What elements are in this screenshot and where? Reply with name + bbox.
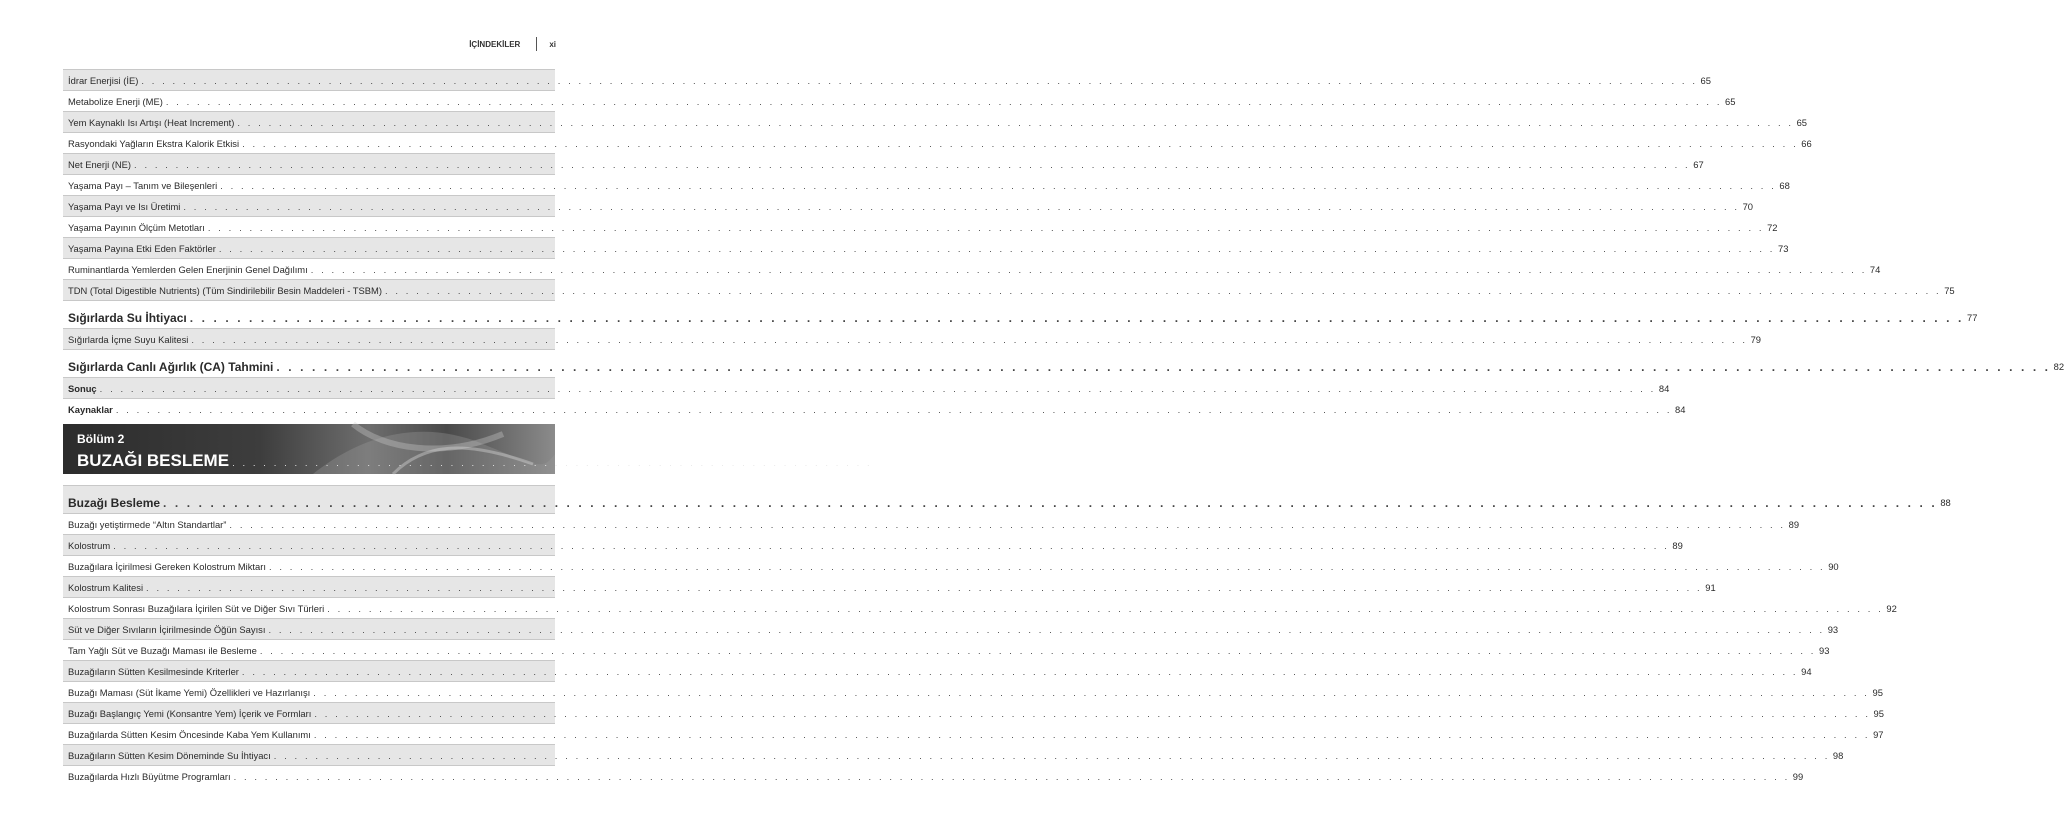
header-divider (536, 37, 537, 51)
toc-entry-label: Kolostrum Kalitesi (68, 582, 144, 593)
toc-entry-page: 90 (1828, 561, 1839, 572)
dot-leader: . . . . . . . . . . . . . . . . . . . . . . . . . . . . . . . . . . . . . . . . . . . . . . . . . . . . . . . . . . . . . . . . . . . . . . . . . . . . . . . . . . . . . . . . . . . . . . . . . . . . . . . . . . . . . . . . . . . . . . . . . . . . . . . . . . . . . . . . . . . . . . . . . . . . . . (220, 180, 1777, 191)
toc-entry-page: 88 (1940, 497, 1951, 508)
dot-leader: . . . . . . . . . . . . . . . . . . . . . . . . . . . . . . . . . . . . . . . . . . . . . . . . . . . . . . . . . . . . . . . . . . . . . . . . . . . . . . . . . . . . . . . . . . . . . . . . . . . . . . . . . . . . . . . . . . . . . . . . . . . . . . . . . . . . . . . . . . . . . . . . . . . . . . (314, 708, 1871, 719)
toc-entry-row[interactable] (63, 69, 1711, 90)
dot-leader: . . . . . . . . . . . . . . . . . . . . . . . . . . . . . . . . . . . . . . . . . . . . . . . . . . . . . . . . . . . . . . . . . . . . . . . . . . . . . . . . . . . . . . . . . . . . . . . . . . . . . . . . . . . . . . . . . . . . . . . . . . . . . . . . . . . . . . . . . . . . . . . . . . . . . . (218, 243, 1776, 254)
toc-entry-row[interactable] (63, 597, 1897, 618)
chapter-title-row (77, 451, 886, 471)
toc-entry-page: 68 (1779, 180, 1790, 191)
toc-entry-page: 92 (1886, 603, 1897, 614)
toc-entry-page: 65 (1700, 75, 1711, 86)
toc-entry-row[interactable] (63, 398, 1686, 419)
dot-leader: . . . . . . . . . . . . . . . . . . . . . . . . . . . . . . . . . . . . . . . . . . . . . . . . . . . . . . . . . . . . . . . . . . . . . . . . . . . . . . . . . . . . . . . . . . . . . . . . . . . . . . . . . . . . . . . . . . . . . . . . . . . . . . . . . . . . . . . . . . . . . . . . . . . . . . (242, 138, 1799, 149)
toc-entry-label: Buzağı Başlangıç Yemi (Konsantre Yem) İçerik ve Formları (68, 708, 312, 719)
toc-entry-page: 67 (1693, 159, 1704, 170)
dot-leader: . . . . . . . . . . . . . . . . . . . . . . . . . . . . . . . . . . . . . . . . . . . . . . . . . . . . . . . . . . . . . . . . . . . . . . . . . . . . . . . . . . . . . . . . . . . . . . . . . . . . . . . . . . . . . . . . . . . . . . . . . . . . . . . . . . . . . . . . . . . . . . . . . . . . . . (146, 582, 1703, 593)
toc-section-row[interactable] (63, 349, 2064, 377)
dot-leader: . . . . . . . . . . . . . . . . . . . . . . . . . . . . . . . . . . . . . . . . . . . . . . . . . . . . . . . . . . . . . . . . . . . . . . . . . . . . . . . . . . . . . . . . . . . . . . . . . . . . . . . . . . . . . . . . . . . . . . . . . . . . . . . . . . . . . . . . . . . . . . . . . . . . . . (313, 687, 1870, 698)
toc-entry-page: 65 (1796, 117, 1808, 128)
toc-entry-label: Tam Yağlı Süt ve Buzağı Maması ile Besleme (68, 645, 257, 656)
dot-leader: . . . . . . . . . . . . . . . . . . . . . . . . . . . . . . . . . . . . . . . . . . . . . . . . . . . . . . . . . . . . . . . . . . . . . . . . . . . . . . . . . . . . . . . . . . . . . . . . . . . . . . . . . . . . . . . . . . . . . . . . . . . . . . . . . . . . . . . . . . . . . . . . . . . . . . (113, 540, 1670, 551)
toc-entry-page: 93 (1827, 624, 1839, 635)
toc-entry-row[interactable] (63, 639, 1830, 660)
toc-section-row[interactable] (63, 300, 1978, 328)
toc-entry-label: Buzağılarda Sütten Kesim Öncesinde Kaba Yem Kullanımı (68, 729, 311, 740)
dot-leader: . . . . . . . . . . . . . . . . . . . . . . . . . . . . . . . . . . . . . . . . . . . . . . . . . . . . . . . . . . . . . . . . . . . . . . . . . . . . . . . . . . . . . . . . . . . . . . . . . . . . . . . . . . . . . . . . . . . . . . . . . . . . . . . . . . . . . . . . . . . . . . . . . . . . . . (237, 117, 1794, 128)
toc-entry-row[interactable] (63, 237, 1789, 258)
toc-entry-page: 91 (1705, 582, 1716, 593)
toc-entry-page: 97 (1873, 729, 1884, 740)
dot-leader: . . . . . . . . . . . . . . . . . . . . . . . . . . . . . . . . . . . . . . . . . . . . . . . . . . . . . . . . . . . . . . . . . . . . . . . . . . . . . . . . . . . . . . . . . . . . . . . . . . . . . . . . . . . . . . . . . . . . . . . . . . . . . . . . . . . . . . . . . . . . . . . . . . . . . . (313, 729, 1871, 740)
toc-entry-label: Yaşama Payı ve Isı Üretimi (68, 201, 181, 212)
toc-entry-page: 73 (1778, 243, 1789, 254)
toc-entry-row[interactable] (63, 328, 1762, 349)
toc-entry-row[interactable] (63, 279, 1955, 300)
toc-entry-label: Kolostrum (68, 540, 111, 551)
toc-entry-label: Sonuç (68, 383, 97, 394)
toc-entry-label: Buzağıların Sütten Kesilmesinde Kriterler (68, 666, 239, 677)
toc-list-bottom (63, 485, 1951, 786)
toc-entry-label: İdrar Enerjisi (İE) (68, 75, 139, 86)
toc-entry-page: 89 (1672, 540, 1683, 551)
toc-entry-row[interactable] (63, 174, 1790, 195)
toc-entry-label: Yaşama Payı – Tanım ve Bileşenleri (68, 180, 218, 191)
toc-entry-row[interactable] (63, 377, 1670, 398)
dot-leader: . . . . . . . . . . . . . . . . . . . . . . . . . . . . . . . . . . . . . . . . . . . . . . . . . . . . . . . . . . . . . . . . . . . . . . . . . . . . . . . . . . . . . . . . . . . . . . . . . . . . . . . . . . . . . . . . . . . . . . . . . . . . . . . . . . . . . . . . . . . . . . . . . . . . . . (241, 666, 1799, 677)
toc-entry-row[interactable] (63, 258, 1881, 279)
dot-leader: . . . . . . . . . . . . . . . . . . . . . . . . . . . . . . . . . . . . . . . . . . . . . . . . . . . . . . . . . . . . . . . . . . . . . . . . . . . . . . . . . . . . . . . . . . . . . . . . . . . . . . . . . . . . . . . . . . . . . . . . . . . . . . . . . . . . . . . . . . . . . . . . . . . . . . (191, 334, 1748, 345)
toc-entry-label: Buzağı yetiştirmede “Altın Standartlar” (68, 519, 227, 530)
toc-entry-row[interactable] (63, 111, 1808, 132)
toc-entry-page: 89 (1788, 519, 1800, 530)
toc-entry-row[interactable] (63, 195, 1753, 216)
dot-leader: . . . . . . . . . . . . . . . . . . . . . . . . . . . . . . . . . . . . . . . . . . . . . . . . . . . . . . . . . . . . . . . . . . . . . . . . . . . . . . . . . . . . . . . . . . . . . . . . . . . . . . . . . . . . . . . . . . . . . . . . . . . . . . . . . . . . . . . . . . . . . . . . . . . . . . (268, 624, 1825, 635)
dot-leader: . . . . . . . . . . . . . . . . . . . . . . . . . . . . . . . . . . . . . . . . . . . . . . . . . . . . . . . . . . . . . . . . . . . . . . . . . . . . . . . . . . . . . . . . . . . . . . . . . . . . . . . . . . . . . . . . . . . . . . . . . . . . . . . . . . . . . . . . . . . . . . . . . . . . . . (384, 285, 1942, 296)
toc-entry-row[interactable] (63, 513, 1800, 534)
toc-entry-page: 70 (1742, 201, 1753, 212)
toc-entry-row[interactable] (63, 555, 1839, 576)
toc-entry-page: 93 (1819, 645, 1830, 656)
toc-entry-label: Kolostrum Sonrası Buzağılara İçirilen Süt ve Diğer Sıvı Türleri (68, 603, 325, 614)
dot-leader: . . . . . . . . . . . . . . . . . . . . . . . . . . . . . . . . . . . . . . . . . . . . . . . . . . . . . . . . . . . . . . . . . . . . . . . . . . . . . . . . . . . . . . . . . . . . . . . . . . . . . . . . . . . . . . . . . . . . . . . . . . . . . . . . . . . . . . . . . . . . . . . . . . . . . . (134, 159, 1691, 170)
running-header (469, 37, 556, 51)
toc-entry-row[interactable] (63, 153, 1704, 174)
toc-entry-page: 94 (1801, 666, 1812, 677)
dot-leader: . . . . . . . . . . . . . . . . . . . . . . . . . . . . . . . . . . . . . . . . . . . . . . . . . . . . . . . . . . . . . . . . . . . . . . . . . . . . . . . . . . . . . . . . . . . . . . . . . . . . . . . . . . . . . . . . . . . . . . . . . . . . . . . . . . . . . . . . . . . . . . . . . . . . . . (268, 561, 1826, 572)
dot-leader: . . . . . . . . . . . . . . . . . . . . . . . . . . . . . . . . . . . . . . . . . . . . . . . . . . . . . . . . . . . . . . . . . . . . . . . . . . . . . . . . . . . . . . . . . . . . . . . . . . . . . . . . . . . . . . . . . . . . . . . . . . . . . . . . . . . . . . . . . . . . . . . . . . . . . . (259, 645, 1817, 656)
toc-entry-page: 95 (1872, 687, 1883, 698)
dot-leader: . . . . . . . . . . . . . . . . . . . . . . . . . . . . . . . . . . . . . . . . . . . . . . . . . . . . . . . . . . . . . . . . . . . . . . . . . . . . . . . . . . . . . . . . . . . . . . . . . . . . . . . . . . . . . . . . . . . . . . . . . . . . . . . . . . . . . . . . . . . . . . . . . . . . . . (276, 360, 2051, 374)
toc-entry-label: Yaşama Payına Etki Eden Faktörler (68, 243, 216, 254)
toc-entry-label: Net Enerji (NE) (68, 159, 132, 170)
toc-entry-page: 84 (1658, 383, 1670, 394)
toc-entry-row[interactable] (63, 765, 1804, 786)
toc-entry-page: 84 (1675, 404, 1686, 415)
dot-leader: . . . . . . . . . . . . . . . . . . . . . . . . . . . . . . . . . . . . . . . . . . . . . . . . . . . . . . . . . . . . . . . . . . . . . . . . . . . . . . . . . . . . . . . . . . . . . . . . . . . . . . . . . . . . . . . . . . . . . . . . . . . . . . . . . . . . . . . . . . . . . . . . . . . . . . (163, 496, 1938, 510)
toc-entry-label: Sığırlarda İçme Suyu Kalitesi (68, 334, 189, 345)
toc-entry-page: 82 (2053, 361, 2064, 372)
toc-entry-row[interactable] (63, 90, 1736, 111)
toc-entry-row[interactable] (63, 744, 1844, 765)
dot-leader: . . . . . . . . . . . . . . . . . . . . . . . . . . . . . . . . . . . . . . . . . . . . . . . . . . . . . . . . . . . . . . . . . . . . . . . . . . . . . . . . . . . . . . . . . . . . . . . . . . . . . . . . . . . . . . . . . . . . . . . . . . . . . . . . . . . . . . . . . . . . . . . . . . . . . . (189, 311, 1964, 325)
toc-entry-label: Buzağı Besleme (68, 496, 161, 510)
dot-leader: . . . . . . . . . . . . . . . . . . . . . . . . . . . . . . . . . . . . . . . . . . . . . . . . . . . . . . . . . . . . . . . . . . . . . . . . . . . . . . . . . . . . . . . . . . . . . . . . . . . . . . . . . . . . . . . . . . . . . . . . . . . . . . . . . . . . . . . . . . . . . . . . . . . . . . (310, 264, 1867, 275)
dot-leader: . . . . . . . . . . . . . . . . . . . . . . . . . . . . . . . . . . . . . . . . . . . . . . . . . . . . . . . . . . . . . . . . . . . . . . . . . . . . . . . . . . . . . . . . . . . . . . . . . . . . . . . . . . . . . . . . . . . . . . . . . . . . . . . . . . . . . . . . . . . . . . . . . . . . . . (183, 201, 1740, 212)
running-header-section: İÇİNDEKİLER (469, 39, 521, 49)
toc-entry-page: 99 (1792, 771, 1804, 782)
dot-leader: . . . . . . . . . . . . . . . . . . . . . . . . . . . . . . . . . . . . . . . . . . . . . . . . . . . . . . . . . . . . . . . . . . . . . . . . . . . . . . . . . . . . . . . . . . . . . . . . . . . . . . . . . . . . . . . . . . . . . . . . . . . . . . . . . . . . . . . . . . . . . . . . . . . . . . (207, 222, 1765, 233)
toc-entry-page: 95 (1873, 708, 1884, 719)
toc-entry-row[interactable] (63, 702, 1884, 723)
chapter-number: Bölüm 2 (77, 432, 125, 446)
dot-leader: . . . . . . . . . . . . . . . . . . . . . . . . . . . . . . . . . . . . . . . . . . . . . . . . . . . . . . . . . . . . . . . . . . . . . . . . . . . . . . . . . . . . . . . . . . . . . . . . . . . . . . . . . . . . . . . . . . . . . . . . . . . . . . . . . . . . . . . . . . . . . . . . . . . . . . (229, 519, 1786, 530)
dot-leader: . . . . . . . . . . . . . . . . . . . . . . . . . . . . . . . . . . . . . . . . . . . . . . . . . . . . . . . . . . . . . . . . . . . . . . . . . . . . . . . . . . . . . . . . . . . . . . . . . . . . . . . . . . . . . . . . . . . . . . . . . . . . . . . . . . . . . . . . . . . . . . . . . . . . . . (115, 404, 1673, 415)
dot-leader: . . . . . . . . . . . . . . . . . . . . . . . . . . . . . . . . . . . . . . . . . . . . . . . . . . . . . . . . . . . . . . . . . . . . . . . . . . . . . . . . . . . . . . . . . . . . . . . . . . . . . . . . . . . . . . . . . . . . . . . . . . . . . . . . . . . . . . . . . . . . . . . . . . . . . . (327, 603, 1884, 614)
dot-leader: . . . . . . . . . . . . . . . . . . . . . . . . . . . . . . . . . . . . . . . . . . . . . . . . . . . . . . . . . . . . . . . . . . . . . . . . . . . . . . . . . . . . . . . . . . . . . . . . . . . . . . . . . . . . . . . . . . . . . . . . . . . . . . . . . . . . . . . . . . . . . . . . . . . . . . (233, 771, 1790, 782)
toc-entry-page: 75 (1944, 285, 1955, 296)
toc-section-row[interactable] (63, 485, 1951, 513)
page-number: xi (549, 39, 556, 49)
chapter-title: BUZAĞI BESLEME (77, 451, 230, 470)
dot-leader: . . . . . . . . . . . . . . . . . . . . . . . . . . . . . . . . . . . . . . . . . . . . . . . . . . . . . . . . . . . . . . . . . . . . . . . . . . . . . . . . . . . . . . . . . . . . . . . . . . . . . . . . . . . . . . . . . . . . . . . . . . . . . . . . . . . . . . . . . . . . . . . . . . . . . . (165, 96, 1723, 107)
toc-entry-label: Yaşama Payının Ölçüm Metotları (68, 222, 205, 233)
toc-entry-row[interactable] (63, 681, 1883, 702)
toc-entry-label: Ruminantlarda Yemlerden Gelen Enerjinin Genel Dağılımı (68, 264, 308, 275)
toc-entry-label: Kaynaklar (68, 404, 113, 415)
toc-entry-label: Sığırlarda Canlı Ağırlık (CA) Tahmini (68, 360, 274, 374)
toc-entry-label: Buzağıların Sütten Kesim Döneminde Su İhtiyacı (68, 750, 271, 761)
toc-entry-page: 74 (1869, 264, 1881, 275)
toc-entry-row[interactable] (63, 216, 1778, 237)
toc-entry-page: 66 (1801, 138, 1812, 149)
toc-entry-page: 98 (1832, 750, 1844, 761)
toc-entry-label: Sığırlarda Su İhtiyacı (68, 311, 187, 325)
toc-entry-label: TDN (Total Digestible Nutrients) (Tüm Sindirilebilir Besin Maddeleri - TSBM) (68, 285, 382, 296)
dot-leader: . . . . . . . . . . . . . . . . . . . . . . . . . . . . . . . . . . . . . . . . . . . . . . . . . . . . . . . . . . . . . . . . . . . . . . . . . . . . . . . . . . . . . . . . . . . . . . . . . . . . . . . . . . . . . . . . . . . . . . . . . . . . . . . . . . . . . . . . . . . . . . . . . . . . . . (99, 383, 1656, 394)
toc-entry-page: 79 (1750, 334, 1762, 345)
toc-entry-page: 77 (1966, 312, 1978, 323)
toc-entry-page: 72 (1767, 222, 1778, 233)
chapter-page: 87 (875, 457, 886, 468)
toc-entry-label: Rasyondaki Yağların Ekstra Kalorik Etkisi (68, 138, 240, 149)
dot-leader: . . . . . . . . . . . . . . . . . . . . . . . . . . . . . . . . . . . . . . . . . . . . . . . . . . . . . . . . . . . . . . . . . . . . . . . . . . . . . . . . . . . . . . . . . . . . . . . . . . . . . . . . . . . . . . . . . . . . . . . . . . . . . . . . . . . . . . . . . . . . . . . . . . . . . . (273, 750, 1830, 761)
toc-entry-label: Metabolize Enerji (ME) (68, 96, 163, 107)
toc-entry-row[interactable] (63, 660, 1812, 681)
toc-entry-label: Buzağılarda Hızlı Büyütme Programları (68, 771, 231, 782)
toc-entry-row[interactable] (63, 723, 1884, 744)
toc-entry-page: 65 (1725, 96, 1736, 107)
toc-entry-label: Yem Kaynaklı Isı Artışı (Heat Increment) (68, 117, 235, 128)
toc-entry-row[interactable] (63, 576, 1716, 597)
toc-entry-label: Buzağı Maması (Süt İkame Yemi) Özellikleri ve Hazırlanışı (68, 687, 311, 698)
toc-entry-row[interactable] (63, 132, 1812, 153)
toc-entry-row[interactable] (63, 618, 1839, 639)
dot-leader: . . . . . . . . . . . . . . . . . . . . . . . . . . . . . . . . . . . . . . . . . . . . . . . . . . . . . . . . . . . . . . . . . . . . . . . . . . . . . . . . . . . . . . . . . . . . . . . . . . . . . . . . . . . . . . . . . . . . . . . . . . . . . . . . . . . . . . . . . . . . . . . . . . . . . . (141, 75, 1698, 86)
dot-leader: . . . . . . . . . . . . . . . . . . . . . . . . . . . . . . . . . . . . . . . . . . . . . . . . . . . . . . . . . . . . . . (232, 457, 873, 468)
toc-entry-row[interactable] (63, 534, 1683, 555)
chapter-banner[interactable] (63, 424, 886, 474)
toc-entry-label: Süt ve Diğer Sıvıların İçirilmesinde Öğün Sayısı (68, 624, 266, 635)
toc-entry-label: Buzağılara İçirilmesi Gereken Kolostrum Miktarı (68, 561, 266, 572)
toc-list-top (63, 69, 2064, 419)
